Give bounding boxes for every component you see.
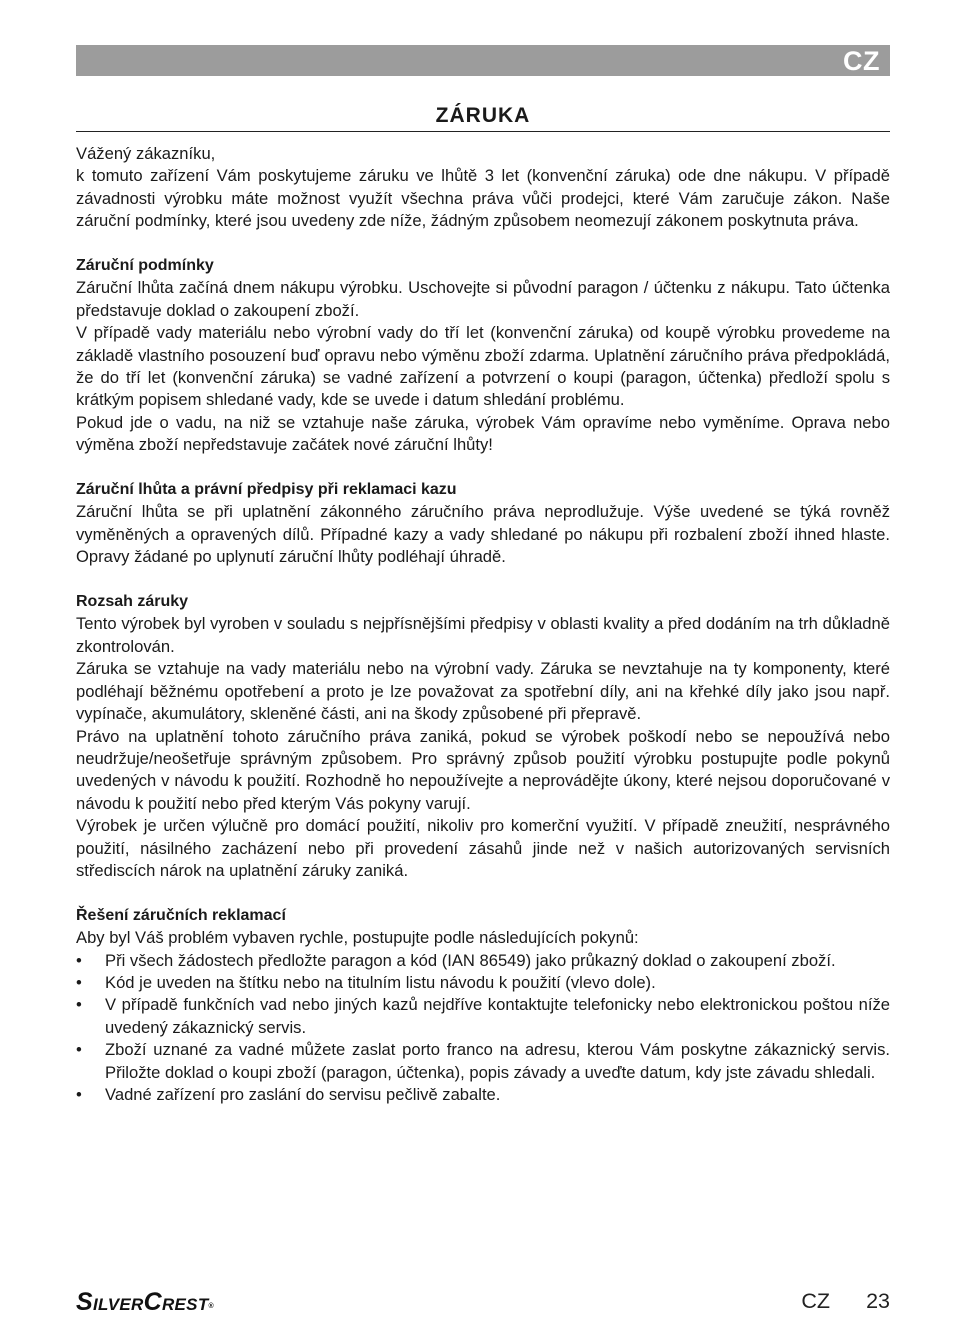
- page-title: ZÁRUKA: [435, 104, 531, 127]
- bullet-icon: •: [76, 1085, 82, 1104]
- bullet-icon: •: [76, 950, 82, 970]
- language-badge: CZ: [843, 46, 880, 76]
- bullet-icon: •: [76, 972, 82, 992]
- paragraph: Právo na uplatnění tohoto záručního práva zaniká, pokud se výrobek poškodí nebo se nepoužívá nebo neudržuje/neošetřuje správným způsobem. Pro správný způsob použití výrobku postupujte podle pokynů uvedených v návodu k použití. Rozhodně ho nepoužívejte a neprovádějte úkony, které nejsou doporučované v návodu k použití nebo před kterým Vás pokyny varují.: [76, 726, 890, 813]
- list-item: [76, 950, 890, 972]
- section-heading-scope: Rozsah záruky: [76, 593, 189, 611]
- section-heading-claims: Řešení záručních reklamací: [76, 906, 286, 924]
- footer-page-info: [801, 1288, 890, 1314]
- paragraph: Záruka se vztahuje na vady materiálu nebo na výrobní vady. Záruka se nevztahuje na ty komponenty, které podléhají běžnému opotřebení a proto je lze považovat za spotřební díly, ani na křehké díly jako jsou např. vypínače, akumulátory, skleněné části, ani na škody způsobené při přepravě.: [76, 659, 890, 724]
- paragraph: V případě vady materiálu nebo výrobní vady do tří let (konvenční záruka) od koupě výrobku provedeme na základě vlastního posouzení buď opravu nebo výměnu zboží zdarma. Uplatnění záručního práva předpokládá, že do tří let (konvenční záruka) se vadné zařízení a potvrzení o koupi (paragon, účtenka) předloží spolu s krátkým popisem shledané vady, kde se uvede i datum shledání problému.: [76, 323, 890, 410]
- paragraph: Záruční lhůta začíná dnem nákupu výrobku. Uschovejte si původní paragon / účtenku z nákupu. Tato účtenka představuje doklad o zakoupení zboží.: [76, 278, 890, 320]
- bullet-icon: •: [76, 995, 82, 1015]
- paragraph: Tento výrobek byl vyroben v souladu s nejpřísnějšími předpisy v oblasti kvality a před dodáním na trh důkladně zkontrolován.: [76, 614, 890, 656]
- list-item-text: Vadné zařízení pro zaslání do servisu pečlivě zabalte.: [105, 1085, 501, 1104]
- footer-language: CZ: [801, 1289, 831, 1313]
- list-item-text: Zboží uznané za vadné můžete zaslat porto franco na adresu, kterou Vám poskytne zákaznický servis. Přiložte doklad o koupi zboží (paragon, účtenka), popis závady a uveďte datum, kdy jste závadu shledali.: [105, 1040, 890, 1082]
- list-item-text: Při všech žádostech předložte paragon a kód (IAN 86549) jako průkazný doklad o zakoupení zboží.: [105, 950, 836, 970]
- intro-paragraph: k tomuto zařízení Vám poskytujeme záruku ve lhůtě 3 let (konvenční záruka) ode dne nákupu. V případě závadnosti výrobku máte možnost využít všechna práva vůči prodejci, které Vám zaručuje zákon. Naše záruční podmínky, které jsou uvedeny zde níže, žádným způsobem neomezují zákonem poskytnuta práva.: [76, 166, 890, 231]
- list-item: [76, 972, 890, 994]
- bullet-icon: •: [76, 1040, 82, 1060]
- paragraph: Pokud jde o vadu, na niž se vztahuje naše záruka, výrobek Vám opravíme nebo vyměníme. Oprava nebo výměna zboží nepředstavuje začátek nové záruční lhůty!: [76, 412, 890, 455]
- brand-logo: SILVERCREST®: [76, 1288, 214, 1316]
- paragraph: Záruční lhůta se při uplatnění zákonného záručního práva neprodlužuje. Výše uvedené se týká rovněž vyměněných a opravených dílů. Případné kazy a vady shledané po nákupu při rozbalení zboží ihned hlaste. Opravy žádané po uplynutí záruční lhůty podléhají úhradě.: [76, 502, 890, 567]
- claims-intro: Aby byl Váš problém vybaven rychle, postupujte podle následujících pokynů:: [76, 928, 639, 948]
- title-divider: [76, 131, 890, 132]
- page-number: 23: [866, 1289, 890, 1313]
- list-item: [76, 1084, 890, 1106]
- section-heading-period: Záruční lhůta a právní předpisy při reklamaci kazu: [76, 481, 457, 499]
- page-footer: [76, 1286, 890, 1318]
- section-heading-conditions: Záruční podmínky: [76, 257, 214, 275]
- paragraph: Výrobek je určen výlučně pro domácí použití, nikoliv pro komerční využití. V případě zneužití, nesprávného použití, násilného zacházení nebo při provedení zásahů jinde než v našich autorizovaných servisních střediscích nárok na uplatnění záruky zaniká.: [76, 816, 890, 880]
- document-body: [76, 143, 890, 1106]
- header-bar: [76, 45, 890, 76]
- list-item-text: Kód je uveden na štítku nebo na titulním listu návodu k použití (vlevo dole).: [105, 972, 656, 992]
- list-item: [76, 1039, 890, 1084]
- list-item: [76, 994, 890, 1039]
- list-item-text: V případě funkčních vad nebo jiných kazů nejdříve kontaktujte telefonicky nebo elektronickou poštou níže uvedený zákaznický servis.: [105, 995, 890, 1037]
- intro-greeting: Vážený zákazníku,: [76, 144, 216, 163]
- claims-list: [76, 950, 890, 1107]
